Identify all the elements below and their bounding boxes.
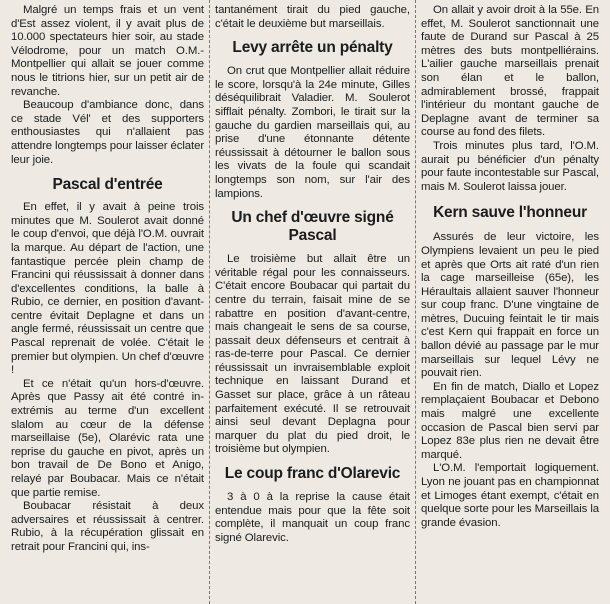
section-heading: Levy arrête un pénalty xyxy=(232,39,393,57)
section-heading: Un chef d'œuvre signé Pascal xyxy=(231,209,394,245)
paragraph: Et ce n'était qu'un hors-d'œuvre. Après que Passy ait été contré in-extrémis au terme d'un excellent slalom au cœur de la défense marseillaise (5e), Olarévic rata une reprise du gauche en pivot, après un bon travail de De Bono et Anigo, relayé par Boubacar. Mais ce n'était que partie remise. xyxy=(11,377,204,499)
section-heading: Pascal d'entrée xyxy=(52,176,163,194)
paragraph: En fin de match, Diallo et Lopez remplaçaient Boubacar et Debono mais malgré une excellente occasion de Pascal bien servi par Lopez 83e plus rien ne devait être marqué. xyxy=(421,380,599,461)
paragraph: On crut que Montpellier allait réduire le score, lorsqu'à la 24e minute, Gilles déséquilibrait Valadier. M. Soulerot sifflait pénalty. Zombori, le tirait sur la gauche du gardien marseillais qui, au prise d'une étonnante détente réussissait à détourner le ballon sous les vivats de la foule qui scandait longtemps son nom, sur l'air des lampions. xyxy=(215,65,410,200)
paragraph: Beaucoup d'ambiance donc, dans ce stade Vél' et des supporters enthousiastes qui n'allaient pas attendre longtemps pour laisser éclater leur joie. xyxy=(11,99,205,166)
paragraph: En effet, il y avait à peine trois minutes que M. Soulerot avait donné le coup d'envoi, que déjà l'O.M. ouvrait la marque. Au départ de l'action, une fantastique percée plein champ de Francini qui réussissait à donner dans d'excellentes conditions, la balle à Rubio, ce dernier, en position d'avant-centre évitait Deplagne et dans un angle fermé, réussissait un centre que Pascal reprenait de volée. C'était le premier but olympien. Un chef d'œuvre ! xyxy=(11,201,204,377)
column-2 xyxy=(209,0,415,604)
paragraph: Boubacar résistait à deux adversaires et réussissait à centrer. Rubio, à la récupération glissait en retrait pour Francini qui, ins- xyxy=(11,500,204,553)
paragraph: tantanément tirait du pied gauche, c'était le deuxième but marseillais. xyxy=(215,4,410,30)
paragraph: Trois minutes plus tard, l'O.M. aurait pu bénéficier d'un pénalty pour faute incontestable sur Pascal, mais M. Soulerot laissa jouer. xyxy=(421,139,599,193)
paragraph: L'O.M. l'emportait logiquement. Lyon ne jouant pas en championnat et Limoges étant exempt, c'était en quelque sorte pour les Marseillais la grande évasion. xyxy=(421,462,600,529)
paragraph: Malgré un temps frais et un vent d'Est assez violent, il y avait plus de 10.000 spectateurs hier soir, au stade Vélodrome, pour un match O.M.-Montpellier qui allait se jouer comme nous le titrions hier, sur un petit air de revanche. xyxy=(11,4,204,98)
section-heading: Kern sauve l'honneur xyxy=(433,204,587,222)
column-1 xyxy=(6,0,209,604)
paragraph: 3 à 0 à la reprise la cause était entendue mais pour que la fête soit complète, il manquait un coup franc signé Olarevic. xyxy=(215,491,410,544)
paragraph: On allait y avoir droit à la 55e. En effet, M. Soulerot sanctionnait une faute de Durand sur Pascal à 25 mètres des buts montpelliérains. L'ailier gauche marseillais prenait son élan et le ballon, admirablement brossé, frappait l'intérieur du montant gauche de Deplagne avant de terminer sa course au fond des filets. xyxy=(421,4,599,139)
column-3 xyxy=(415,0,604,604)
paragraph: Assurés de leur victoire, les Olympiens levaient un peu le pied et après que Orts ait raté d'un rien la cage marseilleise (65e), les Héraultais allaient sauver l'honneur sur coup franc. D'une vingtaine de mètres, Ducuing feintait le tir mais c'est Kern qui frappait en force un ballon dévié au passage par le mur marseillais sur lequel Lévy ne pouvait rien. xyxy=(421,231,599,380)
section-heading: Le coup franc d'Olarevic xyxy=(224,465,401,483)
paragraph: Le troisième but allait être un véritable régal pour les connaisseurs. C'était encore Boubacar qui partait du centre du terrain, faisait mine de se rabattre en position d'avant-centre, mais changeait le sens de sa course, passait deux défenseurs et centrait à ras-de-terre pour Pascal. Ce dernier réussissait un invraisemblable exploit technique en laissant Durand et Gasset sur place, grâce à un râteau parfaitement exécuté. Il se retrouvait ainsi seul devant Deplagna pour marquer du plat du pied droit, le troisième but olympien. xyxy=(215,253,410,456)
